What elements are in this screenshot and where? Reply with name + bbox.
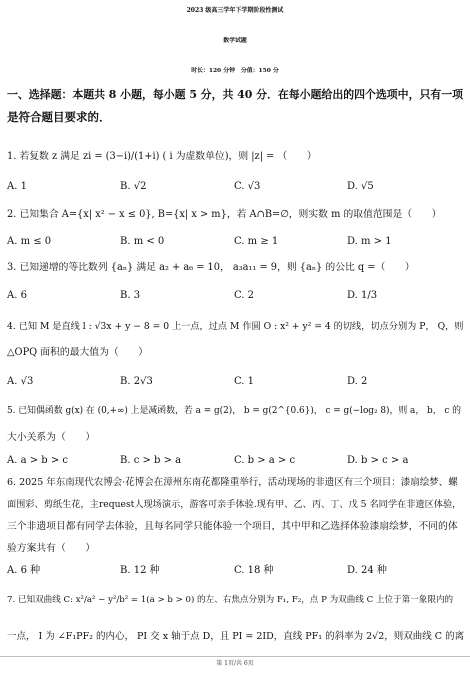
section-heading-line2: 是符合题目要求的． — [7, 110, 111, 124]
question-1-text: 1. 若复数 z 满足 zi = (3−i)/(1+i) ( i 为虚数单位)，则 |z| = （ ） — [7, 151, 317, 162]
question-1-option-b: B. √2 — [120, 181, 147, 192]
question-2-text: 2. 已知集合 A={x| x² − x ≤ 0}, B={x| x > m}，若 A∩B=∅，则实数 m 的取值范围是（ ） — [7, 209, 442, 220]
question-4-option-c: C. 1 — [234, 376, 255, 387]
exam-info: 时长：120 分钟 分值：150 分 — [191, 67, 279, 74]
question-1-option-a: A. 1 — [7, 181, 27, 192]
question-6-option-b: B. 12 种 — [120, 565, 160, 576]
question-7-text-line1: 7. 已知双曲线 C: x²/a² − y²/b² = 1(a > b > 0) 的左、右焦点分别为 F₁, F₂，点 P 为双曲线 C 上位于第一象限内的 — [7, 595, 454, 605]
question-3-option-a: A. 6 — [7, 290, 27, 301]
section-heading-line1: 一、选择题：本题共 8 小题，每小题 5 分，共 40 分．在每小题给出的四个选项中，只有一项 — [7, 88, 464, 101]
question-3-option-c: C. 2 — [234, 290, 255, 301]
question-4-option-a: A. √3 — [7, 376, 34, 387]
question-6-text-line3: 三个非遗项目都有同学去体验，且每名同学只能体验一个项目，其中甲和乙选择体验漆扇绘梦，不同的体 — [7, 521, 458, 532]
question-3-option-b: B. 3 — [120, 290, 141, 301]
question-6-text-line2: 面围彩、剪纸生花，主request人现场演示，游客可亲手体验.现有甲、乙、丙、丁、戊 5 名同学在非遗区体验， — [7, 499, 462, 510]
question-4-option-d: D. 2 — [347, 376, 368, 387]
question-1-option-d: D. √5 — [347, 181, 374, 192]
question-2-option-c: C. m ≥ 1 — [234, 236, 279, 247]
question-5-text-line2: 大小关系为（ ） — [7, 432, 96, 443]
question-5-option-c: C. b > a > c — [234, 455, 296, 466]
question-4-option-b: B. 2√3 — [120, 376, 153, 387]
question-2-option-d: D. m > 1 — [347, 236, 392, 247]
subject-title: 数学试题 — [223, 37, 247, 44]
question-5-option-a: A. a > b > c — [7, 455, 69, 466]
exam-title: 2023 级高三学年下学期阶段性测试 — [186, 7, 284, 14]
question-5-option-d: D. b > c > a — [347, 455, 409, 466]
question-6-text-line4: 验方案共有（ ） — [7, 543, 96, 554]
question-4-text-line2: △OPQ 面积的最大值为（ ） — [7, 347, 149, 358]
question-6-option-a: A. 6 种 — [7, 565, 41, 576]
footer-divider — [0, 656, 470, 657]
question-3-option-d: D. 1/3 — [347, 290, 378, 301]
page-number: 第 1页/共 6页 — [216, 660, 254, 667]
question-7-text-line2: 一点， I 为 ∠F₁PF₂ 的内心， PI 交 x 轴于点 D，且 PI = 2ID，直线 PF₁ 的斜率为 2√2，则双曲线 C 的离 — [7, 631, 465, 642]
question-2-option-b: B. m < 0 — [120, 236, 165, 247]
question-5-option-b: B. c > b > a — [120, 455, 182, 466]
question-2-option-a: A. m ≤ 0 — [7, 236, 52, 247]
question-5-text-line1: 5. 已知偶函数 g(x) 在 (0,+∞) 上是减函数，若 a = g(2)， b = g(2^{0.6})， c = g(−log₂ 8)，则 a， b， c 的 — [7, 406, 462, 416]
question-6-text-line1: 6. 2025 年东南现代农博会·花博会在漳州东南花都隆重举行，活动现场的非遗区有三个项目：漆扇绘梦、螺 — [7, 477, 458, 488]
question-4-text-line1: 4. 已知 M 是直线 l : √3x + y − 8 = 0 上一点，过点 M 作圆 O : x² + y² = 4 的切线，切点分别为 P， Q，则 — [7, 321, 464, 332]
question-1-option-c: C. √3 — [234, 181, 261, 192]
question-6-option-c: C. 18 种 — [234, 565, 274, 576]
question-3-text: 3. 已知递增的等比数列 {aₙ} 满足 a₂ + a₆ = 10， a₃a₁₁ = 9，则 {aₙ} 的公比 q =（ ） — [7, 262, 415, 273]
question-6-option-d: D. 24 种 — [347, 565, 387, 576]
